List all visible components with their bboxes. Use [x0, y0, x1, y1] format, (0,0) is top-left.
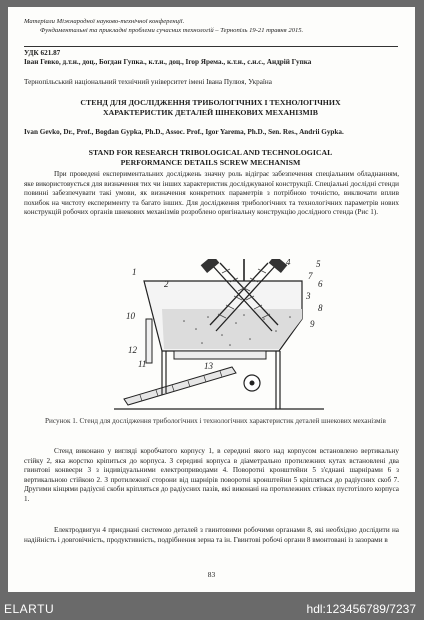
udc-code: УДК 621.87: [24, 49, 61, 57]
page-number: 83: [207, 570, 216, 579]
title-ua: СТЕНД ДЛЯ ДОСЛІДЖЕННЯ ТРИБОЛОГІЧНИХ І ТЕХНОЛОГІЧНИХ ХАРАКТЕРИСТИК ДЕТАЛЕЙ ШНЕКОВИХ МЕХАНІЗМІВ: [80, 98, 341, 117]
paragraph-2: Стенд виконано у вигляді коробчатого корпусу 1, в середині якого над корпусом встановлено вертикальну стійку 2, яка жорстко кріпиться до корпуса. З середині корпуса в діаметрально протилежних кутах встановлені два гвинтові конвеєри 3 з індивідуальними електроприводами 4. Поворотні кронштейни 5 з'єднані шарнірами 6 з вертикальною стійкою 2. З протилежної сторони від шарнірів поворотні кронштейни 5 кріпляться до радіусних скоб 7. Другими кінцями радіусні скоби кріпляться до радіусних пазів, які виконані на протилежних стінках пустотілого корпуса 1.: [24, 447, 399, 503]
title-en: STAND FOR RESEARCH TRIBOLOGICAL AND TECHNOLOGICAL PERFORMANCE DETAILS SCREW MECHANISM: [88, 148, 333, 167]
label-3: 3: [306, 291, 311, 301]
label-2: 2: [164, 279, 169, 289]
label-4: 4: [286, 259, 291, 267]
grain-fill: [162, 309, 302, 349]
label-5: 5: [316, 259, 321, 269]
authors-en: Ivan Gevko, Dr., Prof., Bogdan Gypka, Ph.D., Assoc. Prof., Igor Yarema, Ph.D., Sen. Res., Andrii Gypka.: [24, 128, 344, 136]
stand-figure: [104, 259, 336, 411]
label-7: 7: [308, 271, 313, 281]
label-8: 8: [318, 303, 323, 313]
header-line-1: Матеріали Міжнародної науково-технічної конференції.: [24, 18, 185, 25]
figure-caption: Рисунок 1. Стенд для дослідження трибологічних і технологічних характеристик деталей шнекових механізмів: [45, 417, 386, 425]
authors-ua: Іван Гевко, д.т.н., доц., Богдан Гупка., к.т.н., доц., Ігор Ярема., к.т.н., с.н.с., Андрій Гупка: [24, 58, 312, 66]
paragraph-1: При проведені експериментальних досліджень значну роль відіграє забезпечення спеціальним обладнанням, яке використовується для визначення тих чи інших характеристик досліджуваної конструкції. Спеціальні дослідні стенди повинні забезпечувати такі умови, як визначення конкретних параметрів з потрібною точністю, виключати вплив похибок на чистоту експерименту та багато інших. Для дослідження трибологічних та технологічних параметрів нових конструкцій робочих органів шнекових механізмів розроблено оригінальну конструкцію дослідного стенда (Рис 1).: [24, 170, 399, 217]
affiliation: Тернопільський національний технічний університет імені Івана Пулюя, Україна: [24, 78, 272, 86]
outlet-tray: [174, 351, 266, 359]
header-rule: [24, 46, 398, 47]
label-9: 9: [310, 319, 315, 329]
label-1: 1: [132, 267, 137, 277]
inclined-conveyor: [124, 367, 236, 405]
footer-repository: ELARTU: [4, 602, 55, 616]
header-line-2: Фундаментальні та прикладні проблеми сучасних технологій – Тернопіль 19-21 травня 2015.: [40, 27, 304, 35]
label-13: 13: [204, 361, 213, 371]
footer-handle: hdl:123456789/7237: [306, 602, 416, 616]
label-11: 11: [138, 359, 147, 369]
repository-footer: [0, 596, 424, 620]
label-6: 6: [318, 279, 323, 289]
side-frame: [146, 319, 152, 363]
running-header: [24, 17, 402, 36]
label-10: 10: [126, 311, 135, 321]
label-12: 12: [128, 345, 137, 355]
paragraph-3: Електродвигун 4 приєднані системою деталей з гвинтовими робочими органами 8, які необхідно дослідити на надійність і довговічність, продуктивність, подрібнення зерна та ін. Гвинтові робочі органи 8 вмонтовані із зазорами в: [24, 526, 399, 544]
document-page: [8, 7, 415, 592]
